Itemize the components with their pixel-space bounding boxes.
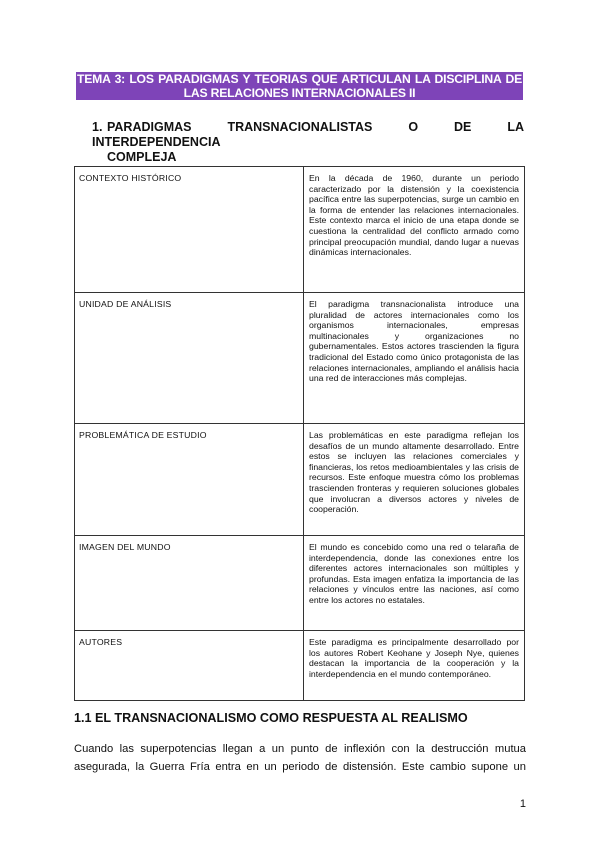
banner-line-1: TEMA 3: LOS PARADIGMAS Y TEORIAS QUE ARTICULAN LA DISCIPLINA DE xyxy=(77,72,522,86)
row-label: PROBLEMÁTICA DE ESTUDIO xyxy=(75,424,304,536)
row-text: El mundo es concebido como una red o telaraña de interdependencia, donde las conexiones entre los diferentes actores internacionales son múltiples y profundas. Esta imagen enfatiza la importancia de las relaciones y vínculos entre las naciones, así como entre los actores no estatales. xyxy=(304,536,525,631)
table-row xyxy=(75,631,525,701)
row-text: Este paradigma es principalmente desarrollado por los autores Robert Keohane y Joseph Nye, quienes destacan la importancia de la cooperación y la interdependencia en el mundo contemporáneo. xyxy=(304,631,525,701)
section-title-line-1: PARADIGMAS TRANSNACIONALISTAS O DE LA INTERDEPENDENCIA xyxy=(92,120,524,149)
table-row xyxy=(75,293,525,424)
page-number: 1 xyxy=(519,798,526,810)
section-number: 1. xyxy=(92,120,103,134)
body-paragraph xyxy=(74,741,526,776)
row-label: CONTEXTO HISTÓRICO xyxy=(75,167,304,293)
table-row xyxy=(75,536,525,631)
paragraph-line-1: Cuando las superpotencias llegan a un punto de inflexión con la destrucción mutua xyxy=(74,743,526,755)
table-row xyxy=(75,167,525,293)
table-row xyxy=(75,424,525,536)
row-label: AUTORES xyxy=(75,631,304,701)
row-label: UNIDAD DE ANÁLISIS xyxy=(75,293,304,424)
banner-line-2: LAS RELACIONES INTERNACIONALES II xyxy=(183,86,416,100)
paragraph-line-2: asegurada, la Guerra Fría entra en un periodo de distensión. Este cambio supone un xyxy=(74,760,526,773)
subsection-title: 1.1 EL TRANSNACIONALISMO COMO RESPUESTA AL REALISMO xyxy=(74,711,468,725)
row-text: Las problemáticas en este paradigma reflejan los desafíos de un mundo altamente desarrollado. Entre estos se incluyen las relaciones comerciales y financieras, los retos medioambientales y las crisis de recursos. Este enfoque muestra cómo los problemas trascienden fronteras y requieren soluciones globales que involucran a diversos actores y niveles de cooperación. xyxy=(304,424,525,536)
paradigm-table xyxy=(74,166,525,701)
section-heading xyxy=(92,120,524,165)
row-label: IMAGEN DEL MUNDO xyxy=(75,536,304,631)
chapter-banner xyxy=(76,72,523,100)
row-text: En la década de 1960, durante un periodo caracterizado por la distensión y la coexistencia pacífica entre las superpotencias, surge un cambio en la forma de entender las relaciones internacionales. Este contexto marca el inicio de una etapa donde se cuestiona la centralidad del conflicto armado como principal preocupación mundial, dando lugar a nuevas dinámicas internacionales. xyxy=(304,167,525,293)
section-title-line-2: COMPLEJA xyxy=(107,150,177,164)
row-text: El paradigma transnacionalista introduce una pluralidad de actores internacionales como los organismos internacionales, empresas multinacionales y organizaciones no gubernamentales. Estos actores trascienden la figura tradicional del Estado como único protagonista de las relaciones internacionales, ampliando el análisis hacia una red de interacciones más complejas. xyxy=(304,293,525,424)
